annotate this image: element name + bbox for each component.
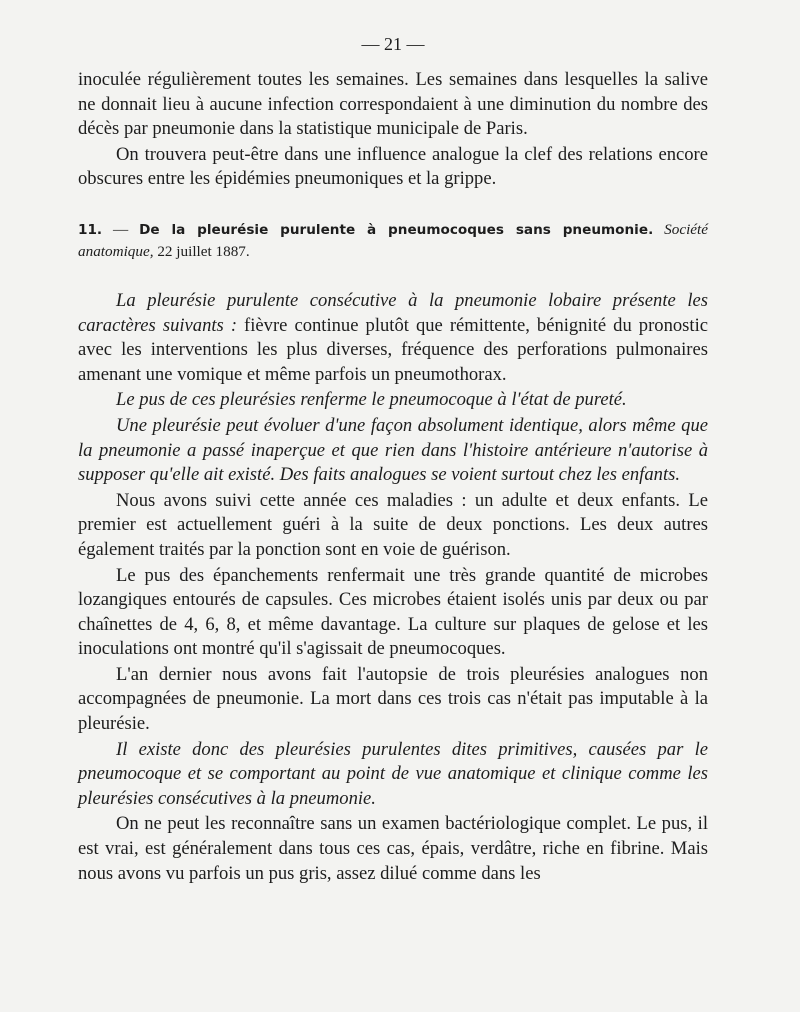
section-journal: Société anatomique, <box>78 220 708 260</box>
page-number: — 21 — <box>361 34 425 54</box>
paragraph-cases: Nous avons suivi cette année ces maladies : un adulte et deux enfants. Le premier est actuellement guéri à la suite de deux ponctions. Les deux autres également traités par la ponction sont en voie de guérison. <box>78 489 708 560</box>
paragraph-pus-purity <box>78 388 708 413</box>
paragraph-continuation: inoculée régulièrement toutes les semaines. Les semaines dans lesquelles la salive ne donnait lieu à aucune infection correspondaient à une diminution du nombre des décès par pneumonie dans la statistique municipale de Paris. <box>78 69 708 140</box>
pus-purity-italic: Le pus de ces pleurésies renferme le pneumocoque à l'état de pureté. <box>116 389 627 411</box>
section-title: De la pleurésie purulente à pneumocoques sans pneumonie. <box>139 221 654 238</box>
conclusion-italic: Il existe donc des pleurésies purulentes dites primitives, causées par le pneumocoque et se comportant au point de vue anatomique et clinique comme les pleurésies consécutives à la pneumonie. <box>78 738 708 809</box>
section-dash: — <box>102 220 140 238</box>
section-date: 22 juillet 1887. <box>153 242 250 260</box>
characteristics-italic: La pleurésie purulente consécutive à la pneumonie lobaire présente les caractères suivants : <box>78 289 708 336</box>
characteristics-rest: fièvre continue plutôt que rémittente, bénignité du pronostic avec les interventions les plus diverses, fréquence des perforations pulmonaires amenant une vomique et même parfois un pneumothorax. <box>78 314 708 385</box>
paragraph-microbes: Le pus des épanchements renfermait une très grande quantité de microbes lozangiques entourés de capsules. Ces microbes étaient isolés unis par deux ou par chaînettes de 4, 6, 8, et même davantage. La culture sur plaques de gelose et les inoculations ont montré qu'il s'agissait de pneumocoques. <box>78 564 708 660</box>
section-heading-line <box>78 219 708 263</box>
paragraph-diagnosis: On ne peut les reconnaître sans un examen bactériologique complet. Le pus, il est vrai, est généralement dans tous ces cas, épais, verdâtre, riche en fibrine. Mais nous avons vu parfois un pus gris, assez dilué comme dans les <box>78 813 708 884</box>
section-heading <box>78 219 708 263</box>
paragraph-evolution <box>78 414 708 488</box>
paragraph-conclusion <box>78 738 708 812</box>
paragraph-characteristics <box>78 289 708 387</box>
paragraph-autopsy: L'an dernier nous avons fait l'autopsie de trois pleurésies analogues non accompagnées de pneumonie. La mort dans ces trois cas n'était pas imputable à la pleurésie. <box>78 663 708 735</box>
paragraph-influence: On trouvera peut-être dans une influence analogue la clef des relations encore obscures entre les épidémies pneumoniques et la grippe. <box>78 143 708 190</box>
evolution-italic: Une pleurésie peut évoluer d'une façon absolument identique, alors même que la pneumonie a passé inaperçue et que rien dans l'histoire antérieure n'autorise à supposer qu'elle ait existé. Des faits analogues se voient surtout chez les enfants. <box>78 414 708 486</box>
section-number: 11. <box>78 221 103 238</box>
